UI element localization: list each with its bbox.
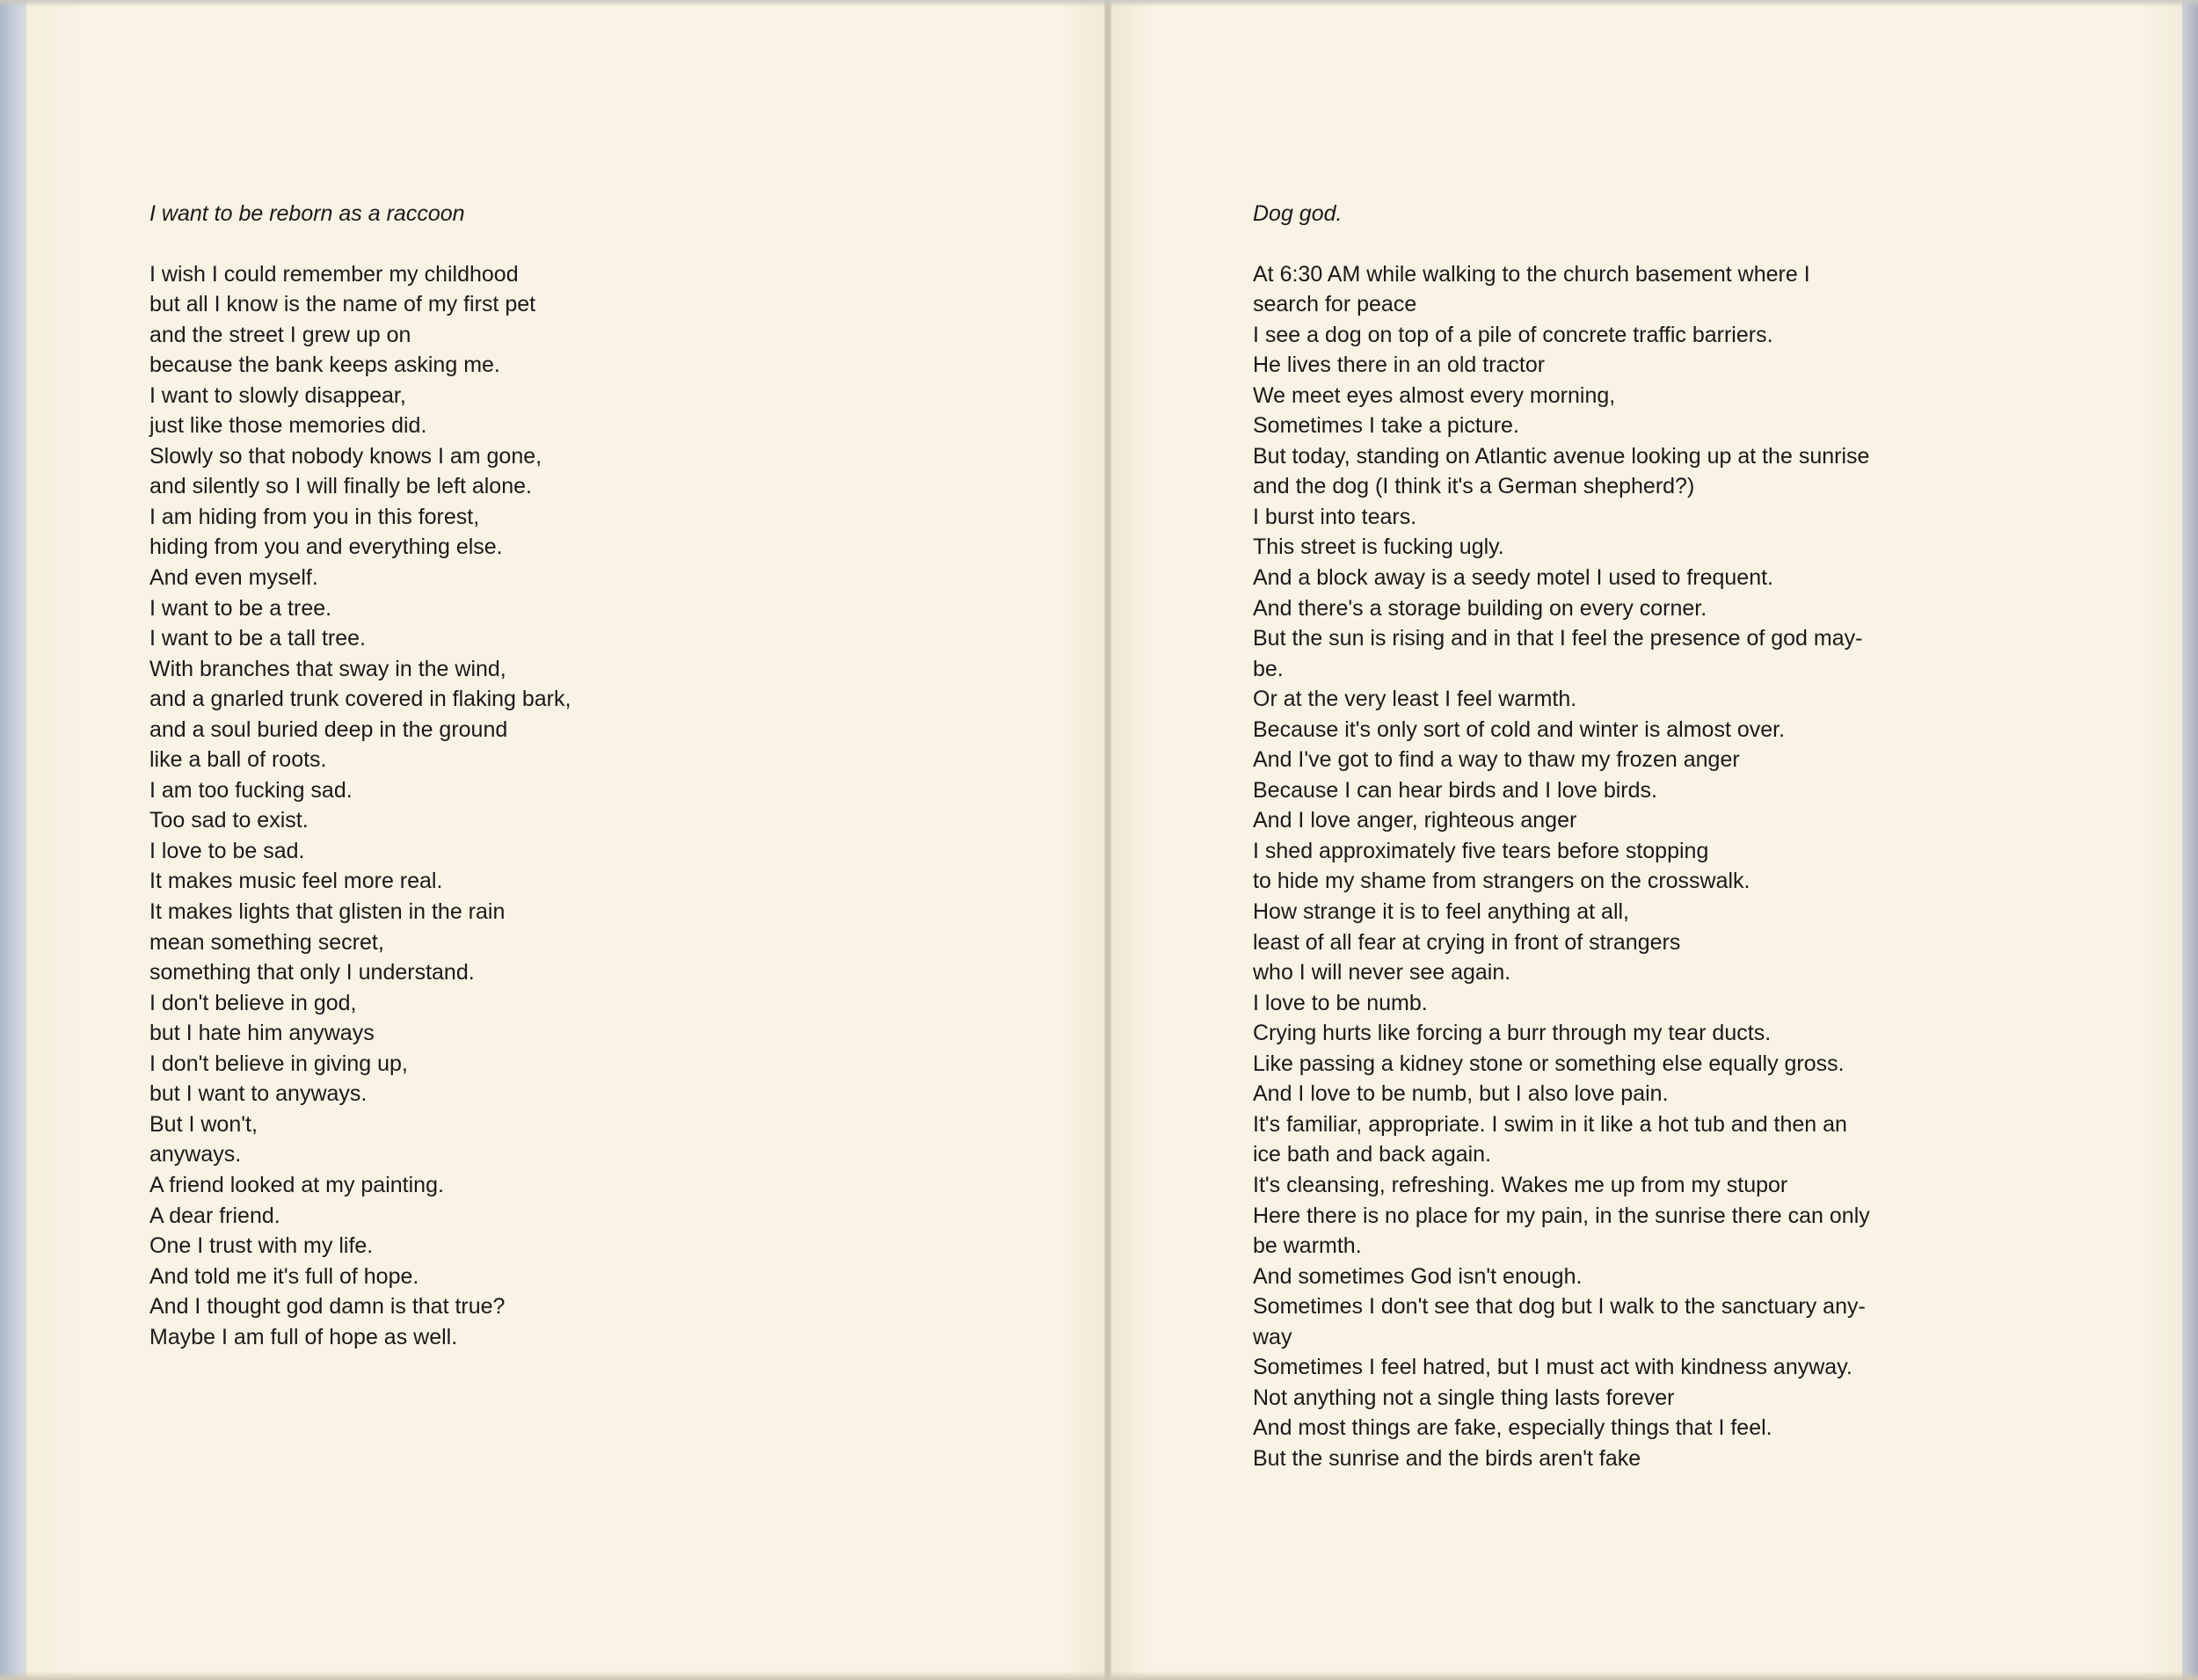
poem-line: I love to be numb. (1253, 990, 1428, 1015)
right-poem (1253, 199, 1870, 1473)
poem-line: And even myself. (149, 565, 318, 591)
poem-line: search for peace (1253, 292, 1417, 317)
poem-line: and a soul buried deep in the ground (149, 716, 508, 742)
poem-line: With branches that sway in the wind, (149, 656, 506, 681)
poem-line: Sometimes I take a picture. (1253, 413, 1519, 439)
poem-line: I wish I could remember my childhood (149, 261, 519, 287)
poem-line: And I love anger, righteous anger (1253, 808, 1577, 833)
poem-line: I don't believe in god, (149, 990, 357, 1015)
poem-line: and a gnarled trunk covered in flaking bark, (149, 687, 571, 712)
poem-line: Or at the very least I feel warmth. (1253, 687, 1577, 712)
poem-line: At 6:30 AM while walking to the church basement where I (1253, 261, 1810, 287)
poem-line: How strange it is to feel anything at all, (1253, 899, 1630, 925)
poem-line: and silently so I will finally be left alone. (149, 474, 532, 499)
poem-line: And I've got to find a way to thaw my frozen anger (1253, 747, 1740, 773)
poem-line: Because it's only sort of cold and winter is almost over. (1253, 716, 1786, 742)
poem-line: I want to be a tall tree. (149, 626, 366, 651)
poem-line: way (1253, 1324, 1292, 1349)
poem-line: who I will never see again. (1253, 960, 1511, 985)
poem-line: and the dog (I think it's a German shepherd?) (1253, 474, 1695, 499)
poem-line: Slowly so that nobody knows I am gone, (149, 443, 542, 469)
poem-line: but I want to anyways. (149, 1081, 368, 1107)
right-poem-body (1253, 259, 1870, 1474)
poem-line: It makes lights that glisten in the rain (149, 899, 506, 925)
poem-line: And I love to be numb, but I also love pain. (1253, 1081, 1669, 1107)
poem-line: But today, standing on Atlantic avenue looking up at the sunrise (1253, 443, 1870, 469)
top-edge-shadow (0, 0, 2198, 7)
poem-line: It makes music feel more real. (149, 869, 443, 894)
poem-line: Like passing a kidney stone or something else equally gross. (1253, 1051, 1845, 1076)
bottom-edge-shadow (0, 1671, 2198, 1680)
poem-line: This street is fucking ugly. (1253, 535, 1504, 560)
poem-line: A friend looked at my painting. (149, 1172, 444, 1197)
poem-line: Here there is no place for my pain, in the sunrise there can only (1253, 1203, 1870, 1228)
left-poem-body (149, 259, 571, 1353)
poem-line: We meet eyes almost every morning, (1253, 382, 1616, 408)
poem-line: Too sad to exist. (149, 808, 309, 833)
poem-line: I burst into tears. (1253, 504, 1417, 529)
poem-line: And sometimes God isn't enough. (1253, 1263, 1583, 1289)
poem-line: And there's a storage building on every corner. (1253, 595, 1707, 621)
poem-line: I am hiding from you in this forest, (149, 504, 480, 529)
poem-line: and the street I grew up on (149, 322, 411, 347)
poem-line: Crying hurts like forcing a burr through my tear ducts. (1253, 1021, 1772, 1046)
poem-line: something that only I understand. (149, 960, 475, 985)
poem-line: like a ball of roots. (149, 747, 327, 773)
poem-line: because the bank keeps asking me. (149, 353, 500, 378)
poem-line: He lives there in an old tractor (1253, 353, 1546, 378)
poem-line: I am too fucking sad. (149, 777, 353, 803)
poem-line: It's cleansing, refreshing. Wakes me up from my stupor (1253, 1172, 1788, 1197)
poem-line: But I won't, (149, 1111, 258, 1137)
poem-line: I love to be sad. (149, 838, 305, 863)
left-poem-title: I want to be reborn as a raccoon (149, 201, 465, 226)
poem-line: be warmth. (1253, 1233, 1362, 1259)
poem-line: And most things are fake, especially things that I feel. (1253, 1415, 1772, 1441)
poem-line: Because I can hear birds and I love birds. (1253, 777, 1657, 803)
poem-line: I want to slowly disappear, (149, 382, 406, 408)
poem-line: And told me it's full of hope. (149, 1263, 419, 1289)
poem-line: anyways. (149, 1142, 242, 1167)
poem-line: Not anything not a single thing lasts forever (1253, 1385, 1675, 1410)
left-poem (149, 199, 571, 1352)
poem-line: I don't believe in giving up, (149, 1051, 408, 1076)
poem-line: But the sun is rising and in that I feel the presence of god may- (1253, 626, 1863, 651)
poem-line: And I thought god damn is that true? (149, 1294, 506, 1320)
poem-line: It's familiar, appropriate. I swim in it like a hot tub and then an (1253, 1111, 1847, 1137)
poem-line: And a block away is a seedy motel I used to frequent. (1253, 565, 1774, 591)
poem-line: Sometimes I don't see that dog but I walk to the sanctuary any- (1253, 1294, 1866, 1320)
poem-line: I see a dog on top of a pile of concrete traffic barriers. (1253, 322, 1773, 347)
poem-line: ice bath and back again. (1253, 1142, 1492, 1167)
poem-line: hiding from you and everything else. (149, 535, 503, 560)
book-gutter (1104, 0, 1111, 1680)
poem-line: But the sunrise and the birds aren't fake (1253, 1445, 1641, 1471)
poem-line: to hide my shame from strangers on the crosswalk. (1253, 869, 1750, 894)
poem-line: be. (1253, 656, 1284, 681)
poem-line: least of all fear at crying in front of strangers (1253, 929, 1681, 955)
poem-line: I want to be a tree. (149, 595, 332, 621)
poem-line: but I hate him anyways (149, 1021, 375, 1046)
poem-line: I shed approximately five tears before stopping (1253, 838, 1709, 863)
poem-line: but all I know is the name of my first pet (149, 292, 536, 317)
poem-line: just like those memories did. (149, 413, 427, 439)
poem-line: One I trust with my life. (149, 1233, 374, 1259)
poem-line: A dear friend. (149, 1203, 280, 1228)
poem-line: Maybe I am full of hope as well. (149, 1324, 458, 1349)
poem-line: mean something secret, (149, 929, 384, 955)
right-poem-title: Dog god. (1253, 201, 1343, 226)
poem-line: Sometimes I feel hatred, but I must act with kindness anyway. (1253, 1355, 1852, 1380)
